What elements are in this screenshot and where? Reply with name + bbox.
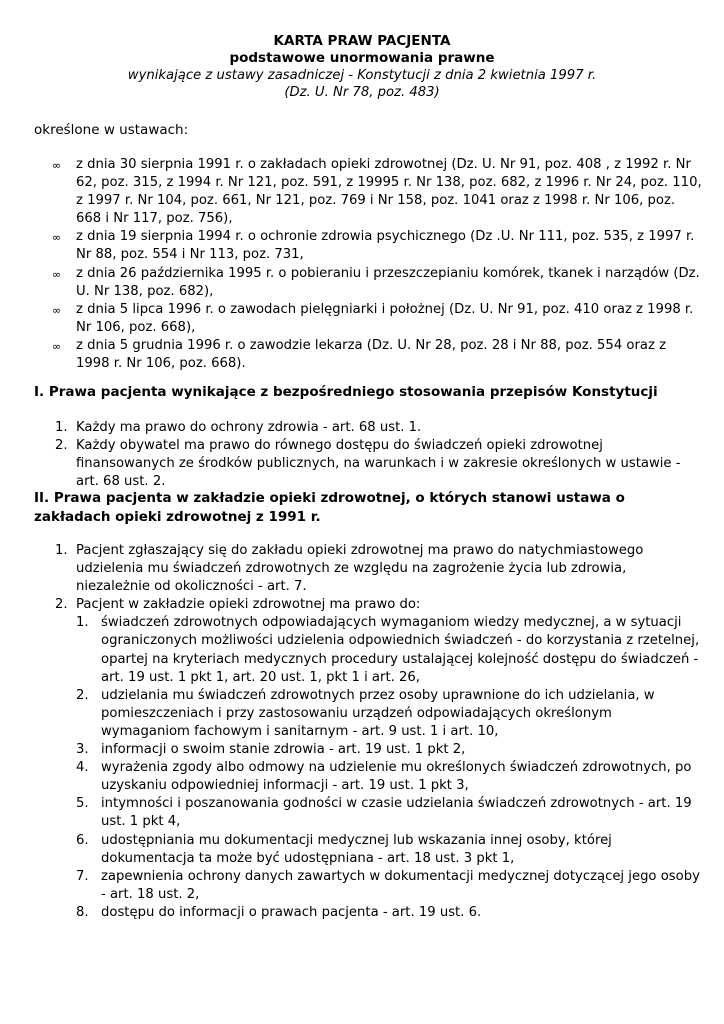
infinity-bullet-icon: ∞: [52, 303, 62, 317]
section-1-list: [52, 419, 702, 491]
item-number: 5.: [76, 796, 89, 812]
item-text: intymności i poszanowania godności w czasie udzielania świadczeń zdrowotnych - art. 19 ust. 1 pkt 4,: [101, 796, 692, 830]
item-text: Pacjent w zakładzie opieki zdrowotnej ma prawo do:: [76, 597, 421, 613]
section-2-heading: II. Prawa pacjenta w zakładzie opieki zdrowotnej, o których stanowi ustawa o zakładach opieki zdrowotnej z 1991 r.: [34, 490, 625, 525]
item-text: świadczeń zdrowotnych odpowiadających wymaganiom wiedzy medycznej, a w sytuacji ograniczonych możliwości udzielenia odpowiednich świadczeń - do korzystania z rzetelnej, opartej na kryteriach medycznych procedury ustalającej kolejność dostępu do świadczeń - art. 19 ust. 1 pkt 1, art. 20 ust. 1, pkt 1 i art. 26,: [101, 615, 700, 685]
item-number: 4.: [76, 760, 89, 776]
item-text: udzielania mu świadczeń zdrowotnych przez osoby uprawnione do ich udzielania, w pomieszczeniach i przy zastosowaniu urządzeń odpowiadających określonym wymaganiom fachowym i sanitarnym - art. 9 ust. 1 i art. 10,: [101, 687, 655, 739]
item-text: dostępu do informacji o prawach pacjenta - art. 19 ust. 6.: [101, 904, 482, 920]
laws-list: [52, 156, 702, 373]
law-text: z dnia 30 sierpnia 1991 r. o zakładach opieki zdrowotnej (Dz. U. Nr 91, poz. 408 , z 1992 r. Nr 62, poz. 315, z 1994 r. Nr 121, poz. 591, z 19995 r. Nr 138, poz. 682, z 1996 r. Nr 24, poz. 110, z 1997 r. Nr 104, poz. 661, Nr 121, poz. 769 i Nr 158, poz. 1041 oraz z 1998 r. Nr 106, poz. 668 i Nr 117, poz. 756),: [76, 157, 702, 227]
item-text: Każdy obywatel ma prawo do równego dostępu do świadczeń opieki zdrowotnej finansowanych ze środków publicznych, na warunkach i w zakresie określonych w ustawie - art. 68 ust. 2.: [76, 438, 681, 490]
item-number: 2.: [76, 687, 89, 703]
list-item: [52, 596, 702, 614]
list-item: [76, 868, 702, 904]
list-item: [52, 156, 702, 228]
item-text: informacji o swoim stanie zdrowia - art. 19 ust. 1 pkt 2,: [101, 742, 466, 758]
infinity-bullet-icon: ∞: [52, 267, 62, 281]
list-item: [52, 542, 702, 596]
intro-text: określone w ustawach:: [34, 122, 189, 138]
list-item: [52, 419, 702, 437]
list-item: [52, 437, 702, 491]
document-header: [0, 33, 724, 101]
list-item: [52, 337, 702, 373]
section-2-sublist: [76, 614, 702, 922]
document-subtitle: podstawowe unormowania prawne: [229, 50, 495, 66]
item-number: 1.: [76, 615, 89, 631]
list-item: [76, 741, 702, 759]
section-2-list: [52, 542, 702, 922]
list-item: [52, 228, 702, 264]
law-text: z dnia 5 lipca 1996 r. o zawodach pielęgniarki i położnej (Dz. U. Nr 91, poz. 410 oraz z 1998 r. Nr 106, poz. 668),: [76, 301, 694, 335]
source-reference: (Dz. U. Nr 78, poz. 483): [284, 85, 440, 100]
item-text: zapewnienia ochrony danych zawartych w dokumentacji medycznej dotyczącej jego osoby - art. 18 ust. 2,: [101, 868, 700, 902]
item-text: udostępniania mu dokumentacji medycznej lub wskazania innej osoby, której dokumentacja ta może być udostępniana - art. 18 ust. 3 pkt 1,: [101, 832, 612, 866]
list-item: [76, 795, 702, 831]
item-number: 2.: [55, 438, 68, 454]
list-item: [76, 614, 702, 686]
item-text: Pacjent zgłaszający się do zakładu opieki zdrowotnej ma prawo do natychmiastowego udzielenia mu świadczeń zdrowotnych ze względu na zagrożenie życia lub zdrowia, niezależnie od okoliczności - art. 7.: [76, 543, 644, 595]
infinity-bullet-icon: ∞: [52, 339, 62, 353]
law-text: z dnia 19 sierpnia 1994 r. o ochronie zdrowia psychicznego (Dz .U. Nr 111, poz. 535, z 1997 r. Nr 88, poz. 554 i Nr 113, poz. 731,: [76, 229, 695, 263]
item-text: wyrażenia zgody albo odmowy na udzielenie mu określonych świadczeń zdrowotnych, po uzyskaniu odpowiedniej informacji - art. 19 ust. 1 pkt 3,: [101, 760, 692, 794]
list-item: [76, 832, 702, 868]
item-number: 1.: [55, 420, 68, 435]
item-number: 6.: [76, 832, 89, 848]
item-number: 8.: [76, 904, 89, 920]
infinity-bullet-icon: ∞: [52, 159, 62, 172]
infinity-bullet-icon: ∞: [52, 231, 62, 245]
list-item: [76, 904, 702, 922]
item-number: 3.: [76, 742, 89, 758]
document-title: KARTA PRAW PACJENTA: [273, 33, 451, 49]
law-text: z dnia 26 października 1995 r. o pobieraniu i przeszczepianiu komórek, tkanek i narządów (Dz. U. Nr 138, poz. 682),: [76, 265, 700, 299]
item-number: 7.: [76, 868, 89, 884]
source-line: wynikające z ustawy zasadniczej - Konstytucji z dnia 2 kwietnia 1997 r.: [127, 68, 597, 83]
section-1-heading: I. Prawa pacjenta wynikające z bezpośredniego stosowania przepisów Konstytucji: [34, 384, 658, 400]
list-item: [76, 687, 702, 741]
law-text: z dnia 5 grudnia 1996 r. o zawodzie lekarza (Dz. U. Nr 28, poz. 28 i Nr 88, poz. 554 oraz z 1998 r. Nr 106, poz. 668).: [76, 337, 667, 372]
list-item: [76, 759, 702, 795]
item-number: 2.: [55, 597, 68, 613]
item-number: 1.: [55, 543, 68, 558]
list-item: [52, 301, 702, 337]
list-item: [52, 265, 702, 301]
item-text: Każdy ma prawo do ochrony zdrowia - art. 68 ust. 1.: [76, 420, 422, 435]
